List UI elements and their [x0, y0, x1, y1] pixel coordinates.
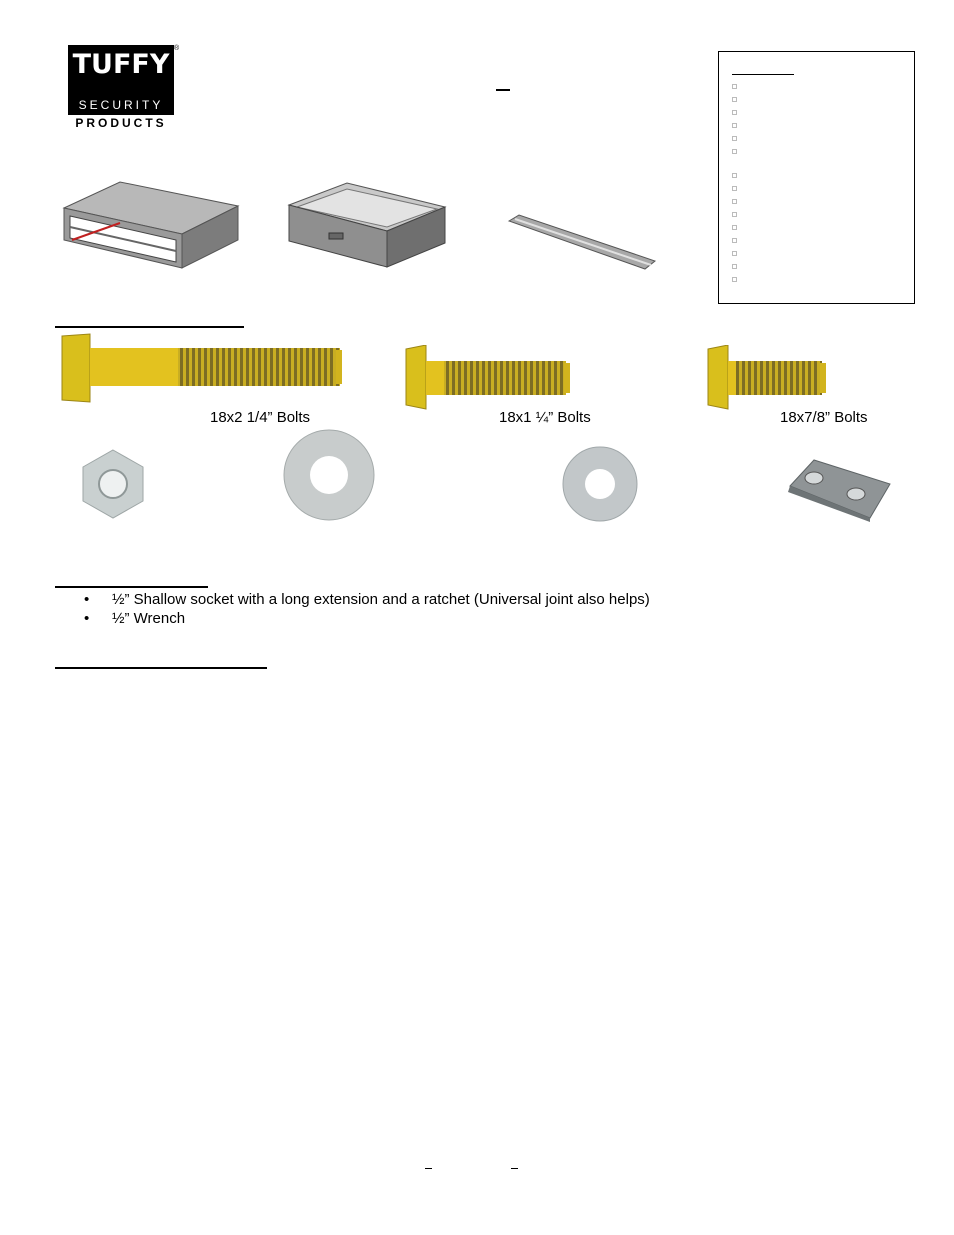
- checkbox-mark: [732, 199, 737, 204]
- tools-section-heading-rule: [55, 586, 208, 588]
- bolt-caption: 18x2 1/4” Bolts: [210, 409, 311, 426]
- bolt-2-1-4-image: [60, 332, 345, 404]
- large-washer-icon: [282, 428, 376, 522]
- checkbox-mark: [732, 186, 737, 191]
- hex-nut-icon: [80, 448, 146, 520]
- logo-products-text: PRODUCTS: [75, 116, 167, 130]
- bolt-1-1-4-image: [404, 345, 572, 411]
- checkbox-mark: [732, 173, 737, 178]
- title-dash-mark: [496, 89, 510, 91]
- parts-box-heading-rule: [732, 74, 794, 75]
- checkbox-mark: [732, 212, 737, 217]
- checkbox-mark: [732, 238, 737, 243]
- checkbox-mark: [732, 225, 737, 230]
- tools-list: [55, 590, 650, 628]
- list-item: [55, 590, 650, 609]
- bolt-caption: 18x1 ¼” Bolts: [499, 409, 591, 426]
- checkbox-mark: [732, 110, 737, 115]
- bullet: •: [84, 610, 90, 627]
- tool-item-text: ½” Wrench: [112, 610, 186, 627]
- logo-wordmark: TUFFY: [72, 49, 170, 80]
- checkbox-mark: [732, 123, 737, 128]
- hardware-section-heading-rule: [55, 326, 244, 328]
- tool-item-text: ½” Shallow socket with a long extension and a ratchet (Universal joint also helps): [112, 591, 650, 608]
- mounting-clip-icon: [786, 456, 894, 522]
- checkbox-mark: [732, 97, 737, 102]
- bullet: •: [84, 591, 90, 608]
- checkbox-mark: [732, 84, 737, 89]
- flat-washer-icon: [561, 445, 639, 523]
- footer-dash-mark: [425, 1168, 432, 1169]
- instructions-section-heading-rule: [55, 667, 267, 669]
- footer-dash-mark: [511, 1168, 518, 1169]
- checkbox-mark: [732, 251, 737, 256]
- housing-unit-image: [60, 178, 240, 270]
- checkbox-mark: [732, 149, 737, 154]
- parts-checklist-box: [718, 51, 915, 304]
- slide-rail-image: [505, 213, 657, 271]
- bolt-caption: 18x7/8” Bolts: [780, 409, 868, 426]
- checkbox-mark: [732, 277, 737, 282]
- checkbox-mark: [732, 264, 737, 269]
- logo-registered-mark: ®: [174, 45, 180, 52]
- list-item: [55, 609, 650, 628]
- checkbox-mark: [732, 136, 737, 141]
- logo-security-text: SECURITY: [78, 98, 164, 112]
- bolt-7-8-image: [706, 345, 830, 411]
- drawer-tray-image: [287, 181, 447, 269]
- logo-black-block: [68, 45, 174, 115]
- tuffy-logo: [68, 45, 180, 130]
